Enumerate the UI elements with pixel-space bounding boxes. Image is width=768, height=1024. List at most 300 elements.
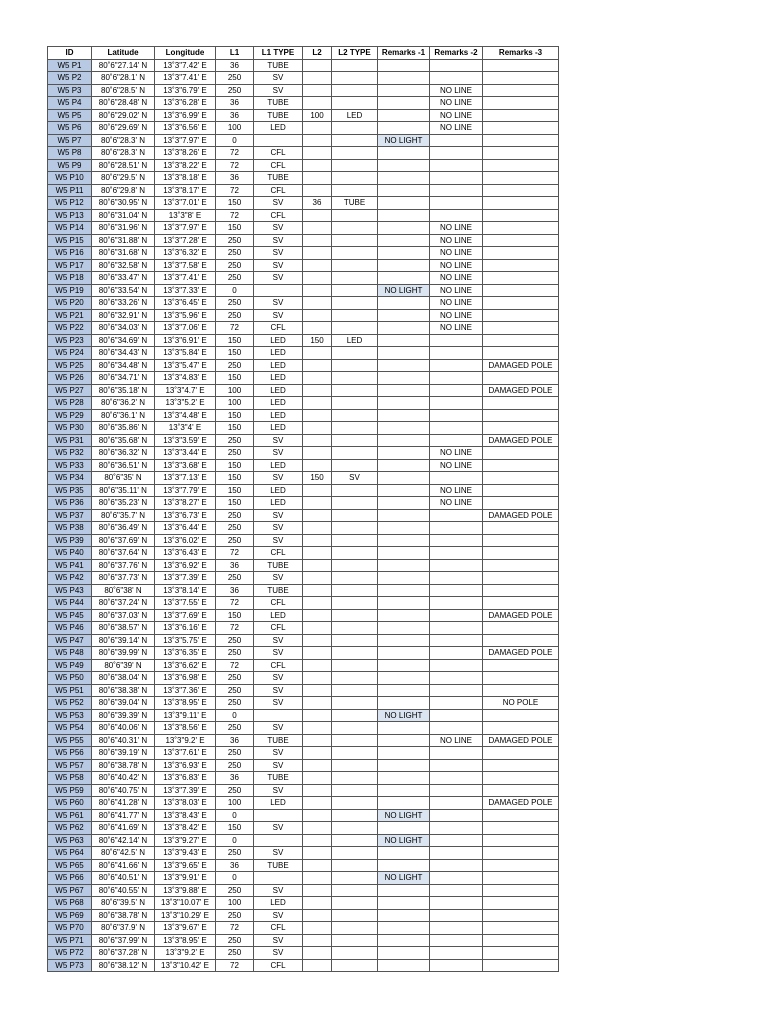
cell-l1-type: SV: [254, 759, 303, 772]
cell-id: W5 P56: [48, 747, 92, 760]
cell-longitude: 13˚3"7.58' E: [155, 259, 216, 272]
cell-latitude: 80˚6"35.23' N: [92, 497, 155, 510]
cell-remarks-1: [378, 459, 430, 472]
cell-latitude: 80˚6"39.99' N: [92, 647, 155, 660]
cell-longitude: 13˚3"6.99' E: [155, 109, 216, 122]
table-row: [48, 122, 559, 135]
cell-remarks-3: [483, 934, 559, 947]
cell-l1: 250: [216, 272, 254, 285]
cell-remarks-1: NO LIGHT: [378, 284, 430, 297]
cell-remarks-2: [430, 609, 483, 622]
cell-l2: 100: [303, 109, 332, 122]
cell-remarks-3: [483, 172, 559, 185]
cell-l1: 100: [216, 122, 254, 135]
cell-latitude: 80˚6"40.42' N: [92, 772, 155, 785]
cell-l1-type: LED: [254, 459, 303, 472]
cell-l1: 250: [216, 572, 254, 585]
cell-l2-type: [332, 547, 378, 560]
cell-remarks-2: [430, 334, 483, 347]
cell-remarks-1: [378, 897, 430, 910]
cell-l2: [303, 772, 332, 785]
cell-longitude: 13˚3"7.36' E: [155, 684, 216, 697]
cell-remarks-1: [378, 147, 430, 160]
cell-l2-type: [332, 347, 378, 360]
cell-l2-type: [332, 159, 378, 172]
cell-longitude: 13˚3"7.97' E: [155, 222, 216, 235]
cell-l1: 250: [216, 697, 254, 710]
cell-remarks-1: [378, 59, 430, 72]
cell-l1: 150: [216, 409, 254, 422]
cell-id: W5 P66: [48, 872, 92, 885]
cell-longitude: 13˚3"6.43' E: [155, 547, 216, 560]
cell-l2: [303, 784, 332, 797]
cell-l2-type: [332, 659, 378, 672]
cell-remarks-3: [483, 372, 559, 385]
cell-l2-type: [332, 397, 378, 410]
cell-remarks-3: [483, 659, 559, 672]
cell-latitude: 80˚6"37.03' N: [92, 609, 155, 622]
cell-l2: [303, 172, 332, 185]
cell-remarks-3: [483, 447, 559, 460]
cell-l1-type: CFL: [254, 597, 303, 610]
cell-remarks-1: [378, 409, 430, 422]
cell-remarks-1: [378, 922, 430, 935]
cell-l1: 250: [216, 634, 254, 647]
cell-remarks-1: [378, 622, 430, 635]
cell-remarks-3: [483, 872, 559, 885]
cell-l2-type: [332, 559, 378, 572]
cell-remarks-3: [483, 522, 559, 535]
cell-l2-type: [332, 497, 378, 510]
cell-remarks-3: [483, 309, 559, 322]
cell-remarks-2: [430, 809, 483, 822]
cell-remarks-3: [483, 809, 559, 822]
cell-l1-type: LED: [254, 372, 303, 385]
cell-l2-type: [332, 672, 378, 685]
cell-l1: 250: [216, 947, 254, 960]
cell-l1-type: SV: [254, 684, 303, 697]
cell-remarks-3: [483, 909, 559, 922]
cell-remarks-2: [430, 547, 483, 560]
cell-remarks-3: [483, 922, 559, 935]
cell-l1: 250: [216, 534, 254, 547]
cell-longitude: 13˚3"6.62' E: [155, 659, 216, 672]
cell-l1-type: LED: [254, 359, 303, 372]
cell-latitude: 80˚6"28.5' N: [92, 84, 155, 97]
cell-latitude: 80˚6"28.51' N: [92, 159, 155, 172]
table-row: [48, 884, 559, 897]
cell-remarks-1: [378, 847, 430, 860]
cell-id: W5 P10: [48, 172, 92, 185]
cell-remarks-1: [378, 947, 430, 960]
cell-l1-type: CFL: [254, 184, 303, 197]
cell-l2: 36: [303, 197, 332, 210]
cell-l1: 250: [216, 909, 254, 922]
cell-id: W5 P4: [48, 97, 92, 110]
cell-l2-type: [332, 534, 378, 547]
cell-l1: 250: [216, 309, 254, 322]
cell-l2-type: [332, 959, 378, 972]
cell-remarks-3: DAMAGED POLE: [483, 797, 559, 810]
table-row: [48, 84, 559, 97]
cell-remarks-1: [378, 559, 430, 572]
cell-latitude: 80˚6"39' N: [92, 659, 155, 672]
cell-remarks-1: [378, 197, 430, 210]
cell-l1-type: [254, 809, 303, 822]
table-row: [48, 859, 559, 872]
cell-id: W5 P14: [48, 222, 92, 235]
cell-id: W5 P25: [48, 359, 92, 372]
cell-l1-type: SV: [254, 309, 303, 322]
cell-l1-type: SV: [254, 72, 303, 85]
cell-remarks-1: [378, 322, 430, 335]
cell-latitude: 80˚6"37.69' N: [92, 534, 155, 547]
cell-l1-type: SV: [254, 234, 303, 247]
cell-latitude: 80˚6"34.03' N: [92, 322, 155, 335]
cell-latitude: 80˚6"41.69' N: [92, 822, 155, 835]
cell-id: W5 P55: [48, 734, 92, 747]
cell-remarks-2: [430, 622, 483, 635]
cell-latitude: 80˚6"42.14' N: [92, 834, 155, 847]
cell-longitude: 13˚3"5.2' E: [155, 397, 216, 410]
cell-id: W5 P58: [48, 772, 92, 785]
cell-l1: 36: [216, 97, 254, 110]
table-row: [48, 347, 559, 360]
cell-remarks-1: [378, 309, 430, 322]
cell-remarks-2: [430, 709, 483, 722]
cell-remarks-2: [430, 872, 483, 885]
cell-latitude: 80˚6"39.39' N: [92, 709, 155, 722]
cell-remarks-1: [378, 822, 430, 835]
cell-remarks-2: [430, 72, 483, 85]
cell-remarks-2: [430, 959, 483, 972]
cell-l2-type: [332, 859, 378, 872]
cell-latitude: 80˚6"34.71' N: [92, 372, 155, 385]
cell-remarks-2: NO LINE: [430, 234, 483, 247]
cell-remarks-1: [378, 934, 430, 947]
cell-l1: 0: [216, 284, 254, 297]
table-row: [48, 222, 559, 235]
cell-remarks-1: [378, 609, 430, 622]
cell-longitude: 13˚3"3.68' E: [155, 459, 216, 472]
cell-remarks-2: [430, 597, 483, 610]
cell-remarks-2: [430, 422, 483, 435]
cell-remarks-1: [378, 522, 430, 535]
cell-longitude: 13˚3"6.98' E: [155, 672, 216, 685]
cell-longitude: 13˚3"7.69' E: [155, 609, 216, 622]
cell-l1: 150: [216, 197, 254, 210]
cell-latitude: 80˚6"40.75' N: [92, 784, 155, 797]
cell-remarks-2: NO LINE: [430, 109, 483, 122]
cell-l1-type: SV: [254, 434, 303, 447]
cell-remarks-1: [378, 297, 430, 310]
cell-remarks-3: [483, 222, 559, 235]
cell-longitude: 13˚3"7.33' E: [155, 284, 216, 297]
cell-id: W5 P44: [48, 597, 92, 610]
cell-id: W5 P53: [48, 709, 92, 722]
cell-l1: 150: [216, 459, 254, 472]
cell-l2-type: [332, 172, 378, 185]
cell-remarks-2: NO LINE: [430, 484, 483, 497]
cell-l2: [303, 459, 332, 472]
cell-l1: 250: [216, 672, 254, 685]
cell-longitude: 13˚3"4.7' E: [155, 384, 216, 397]
cell-id: W5 P28: [48, 397, 92, 410]
cell-remarks-3: [483, 572, 559, 585]
cell-l2: [303, 347, 332, 360]
cell-l1: 250: [216, 884, 254, 897]
cell-l1: 0: [216, 709, 254, 722]
cell-l1: 0: [216, 809, 254, 822]
cell-latitude: 80˚6"41.77' N: [92, 809, 155, 822]
table-row: [48, 734, 559, 747]
cell-remarks-1: [378, 447, 430, 460]
cell-id: W5 P30: [48, 422, 92, 435]
table-row: [48, 634, 559, 647]
cell-l2: [303, 884, 332, 897]
cell-l2-type: [332, 684, 378, 697]
cell-longitude: 13˚3"9.88' E: [155, 884, 216, 897]
cell-longitude: 13˚3"4.83' E: [155, 372, 216, 385]
cell-remarks-1: [378, 472, 430, 485]
cell-l2: [303, 447, 332, 460]
cell-longitude: 13˚3"7.41' E: [155, 72, 216, 85]
cell-l2: [303, 134, 332, 147]
table-row: [48, 297, 559, 310]
cell-remarks-2: NO LINE: [430, 284, 483, 297]
cell-l2-type: [332, 897, 378, 910]
cell-l1: 72: [216, 597, 254, 610]
cell-remarks-2: [430, 134, 483, 147]
cell-remarks-3: [483, 259, 559, 272]
cell-l2: [303, 659, 332, 672]
cell-latitude: 80˚6"38.78' N: [92, 909, 155, 922]
cell-l2: [303, 497, 332, 510]
cell-l1: 72: [216, 922, 254, 935]
cell-l2: [303, 947, 332, 960]
table-row: [48, 547, 559, 560]
table-row: [48, 559, 559, 572]
cell-longitude: 13˚3"5.47' E: [155, 359, 216, 372]
cell-l2: [303, 747, 332, 760]
cell-remarks-2: [430, 747, 483, 760]
cell-remarks-3: DAMAGED POLE: [483, 647, 559, 660]
cell-l2: 150: [303, 472, 332, 485]
cell-l2: [303, 822, 332, 835]
cell-l1: 150: [216, 347, 254, 360]
cell-l2: [303, 159, 332, 172]
cell-l2-type: [332, 509, 378, 522]
cell-id: W5 P6: [48, 122, 92, 135]
cell-latitude: 80˚6"33.26' N: [92, 297, 155, 310]
cell-l1: 36: [216, 734, 254, 747]
cell-longitude: 13˚3"6.93' E: [155, 759, 216, 772]
cell-l2-type: [332, 284, 378, 297]
cell-l1: 100: [216, 384, 254, 397]
header-l1-type: L1 TYPE: [254, 47, 303, 60]
cell-remarks-2: [430, 372, 483, 385]
cell-remarks-2: [430, 434, 483, 447]
cell-remarks-2: [430, 697, 483, 710]
table-row: [48, 722, 559, 735]
cell-l2: [303, 684, 332, 697]
cell-remarks-1: [378, 234, 430, 247]
cell-remarks-1: [378, 859, 430, 872]
cell-longitude: 13˚3"7.79' E: [155, 484, 216, 497]
cell-l2: 150: [303, 334, 332, 347]
table-row: [48, 872, 559, 885]
cell-remarks-3: [483, 459, 559, 472]
cell-remarks-1: [378, 497, 430, 510]
cell-latitude: 80˚6"36.2' N: [92, 397, 155, 410]
cell-remarks-3: [483, 334, 559, 347]
cell-latitude: 80˚6"35.86' N: [92, 422, 155, 435]
cell-remarks-1: [378, 347, 430, 360]
cell-latitude: 80˚6"36.1' N: [92, 409, 155, 422]
cell-remarks-2: NO LINE: [430, 322, 483, 335]
table-row: [48, 172, 559, 185]
cell-l2: [303, 522, 332, 535]
cell-l2-type: [332, 222, 378, 235]
cell-l1-type: [254, 284, 303, 297]
cell-remarks-3: [483, 159, 559, 172]
cell-remarks-1: [378, 534, 430, 547]
cell-id: W5 P13: [48, 209, 92, 222]
cell-remarks-3: DAMAGED POLE: [483, 434, 559, 447]
cell-l1-type: CFL: [254, 209, 303, 222]
cell-l2: [303, 672, 332, 685]
cell-remarks-2: [430, 784, 483, 797]
cell-remarks-2: NO LINE: [430, 222, 483, 235]
cell-remarks-3: [483, 784, 559, 797]
cell-l1: 100: [216, 897, 254, 910]
table-row: [48, 109, 559, 122]
cell-remarks-3: [483, 822, 559, 835]
cell-l2-type: [332, 272, 378, 285]
cell-longitude: 13˚3"3.44' E: [155, 447, 216, 460]
cell-l1: 72: [216, 184, 254, 197]
cell-l2-type: [332, 59, 378, 72]
cell-l2-type: [332, 734, 378, 747]
table-row: [48, 522, 559, 535]
cell-l2-type: [332, 134, 378, 147]
cell-l1: 150: [216, 334, 254, 347]
cell-longitude: 13˚3"8.22' E: [155, 159, 216, 172]
table-row: [48, 97, 559, 110]
cell-l1: 36: [216, 584, 254, 597]
cell-remarks-1: [378, 722, 430, 735]
cell-longitude: 13˚3"8.43' E: [155, 809, 216, 822]
cell-longitude: 13˚3"6.91' E: [155, 334, 216, 347]
cell-longitude: 13˚3"7.61' E: [155, 747, 216, 760]
table-row: [48, 709, 559, 722]
cell-l1-type: TUBE: [254, 559, 303, 572]
cell-remarks-2: [430, 759, 483, 772]
cell-l2-type: [332, 447, 378, 460]
cell-id: W5 P50: [48, 672, 92, 685]
cell-remarks-2: [430, 147, 483, 160]
cell-l1-type: LED: [254, 484, 303, 497]
cell-latitude: 80˚6"36.51' N: [92, 459, 155, 472]
cell-remarks-1: [378, 422, 430, 435]
cell-id: W5 P60: [48, 797, 92, 810]
cell-l2: [303, 309, 332, 322]
cell-remarks-2: [430, 934, 483, 947]
cell-l1: 72: [216, 659, 254, 672]
cell-longitude: 13˚3"9.2' E: [155, 734, 216, 747]
cell-l2: [303, 84, 332, 97]
cell-latitude: 80˚6"35.7' N: [92, 509, 155, 522]
cell-l1: 250: [216, 234, 254, 247]
table-row: [48, 309, 559, 322]
cell-id: W5 P63: [48, 834, 92, 847]
cell-l2: [303, 697, 332, 710]
cell-longitude: 13˚3"6.28' E: [155, 97, 216, 110]
table-row: [48, 497, 559, 510]
cell-l2-type: [332, 372, 378, 385]
cell-remarks-3: [483, 672, 559, 685]
table-row: [48, 184, 559, 197]
cell-remarks-1: [378, 734, 430, 747]
cell-remarks-3: [483, 622, 559, 635]
cell-l2-type: [332, 584, 378, 597]
table-row: [48, 659, 559, 672]
cell-remarks-1: [378, 384, 430, 397]
cell-latitude: 80˚6"38.12' N: [92, 959, 155, 972]
cell-l1-type: LED: [254, 409, 303, 422]
cell-longitude: 13˚3"9.91' E: [155, 872, 216, 885]
cell-l1-type: CFL: [254, 547, 303, 560]
cell-remarks-1: [378, 122, 430, 135]
cell-l2-type: [332, 797, 378, 810]
cell-id: W5 P38: [48, 522, 92, 535]
cell-remarks-2: [430, 397, 483, 410]
cell-id: W5 P41: [48, 559, 92, 572]
cell-remarks-1: [378, 884, 430, 897]
table-row: [48, 459, 559, 472]
cell-remarks-3: [483, 597, 559, 610]
table-row: [48, 422, 559, 435]
table-row: [48, 684, 559, 697]
table-row: [48, 372, 559, 385]
table-row: [48, 134, 559, 147]
cell-latitude: 80˚6"28.48' N: [92, 97, 155, 110]
cell-latitude: 80˚6"34.69' N: [92, 334, 155, 347]
cell-longitude: 13˚3"9.65' E: [155, 859, 216, 872]
cell-id: W5 P19: [48, 284, 92, 297]
cell-remarks-1: NO LIGHT: [378, 834, 430, 847]
cell-remarks-1: [378, 222, 430, 235]
cell-id: W5 P29: [48, 409, 92, 422]
cell-l1-type: LED: [254, 497, 303, 510]
cell-longitude: 13˚3"8.03' E: [155, 797, 216, 810]
cell-l1-type: SV: [254, 697, 303, 710]
cell-latitude: 80˚6"38.38' N: [92, 684, 155, 697]
cell-id: W5 P7: [48, 134, 92, 147]
cell-l1: 150: [216, 422, 254, 435]
cell-latitude: 80˚6"37.73' N: [92, 572, 155, 585]
cell-latitude: 80˚6"33.54' N: [92, 284, 155, 297]
cell-remarks-2: [430, 897, 483, 910]
cell-latitude: 80˚6"31.96' N: [92, 222, 155, 235]
table-row: [48, 622, 559, 635]
cell-longitude: 13˚3"7.01' E: [155, 197, 216, 210]
cell-longitude: 13˚3"9.43' E: [155, 847, 216, 860]
cell-id: W5 P9: [48, 159, 92, 172]
cell-remarks-1: [378, 684, 430, 697]
header-latitude: Latitude: [92, 47, 155, 60]
table-row: [48, 672, 559, 685]
